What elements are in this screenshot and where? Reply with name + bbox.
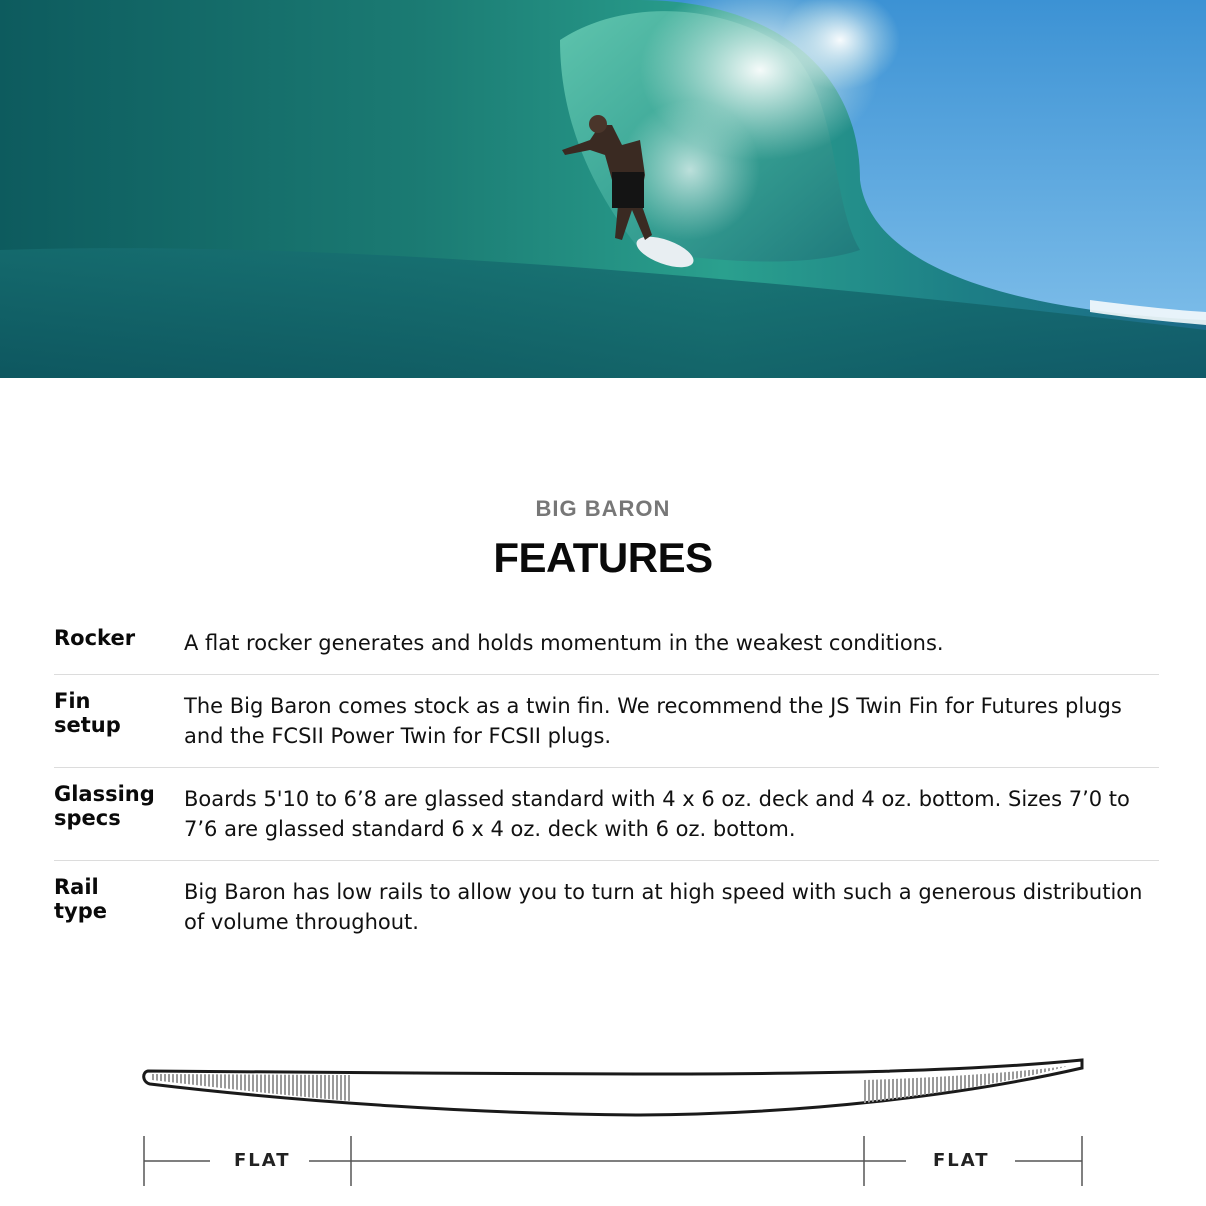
feature-label: Fin setup <box>54 689 121 737</box>
features-table <box>54 618 1159 953</box>
feature-description: Big Baron has low rails to allow you to turn at high speed with such a generous distribution of volume throughout. <box>184 880 1143 934</box>
page-title: FEATURES <box>493 534 713 581</box>
feature-description: A flat rocker generates and holds momentum in the weakest conditions. <box>184 631 944 655</box>
product-name: BIG BARON <box>535 496 671 521</box>
feature-row-fin-setup <box>54 675 1159 768</box>
feature-label: Rail type <box>54 875 108 923</box>
rocker-diagram <box>0 1040 1206 1206</box>
feature-row-glassing-specs <box>54 768 1159 861</box>
feature-label: Glassing specs <box>54 782 155 830</box>
flat-label-tail: FLAT <box>234 1150 291 1171</box>
flat-label-nose: FLAT <box>933 1150 990 1171</box>
board-rocker-profile-illustration <box>0 1040 1206 1206</box>
feature-label: Rocker <box>54 626 136 650</box>
hero-image <box>0 0 1206 378</box>
feature-description: Boards 5'10 to 6’8 are glassed standard with 4 x 6 oz. deck and 4 oz. bottom. Sizes 7’0 to 7’6 are glassed standard 6 x 4 oz. deck with 6 oz. bottom. <box>184 787 1130 841</box>
feature-row-rail-type <box>54 861 1159 953</box>
surfer-in-barrel-wave-photo <box>0 0 1206 378</box>
feature-description: The Big Baron comes stock as a twin fin. We recommend the JS Twin Fin for Futures plugs and the FCSII Power Twin for FCSII plugs. <box>184 694 1122 748</box>
feature-row-rocker <box>54 618 1159 675</box>
